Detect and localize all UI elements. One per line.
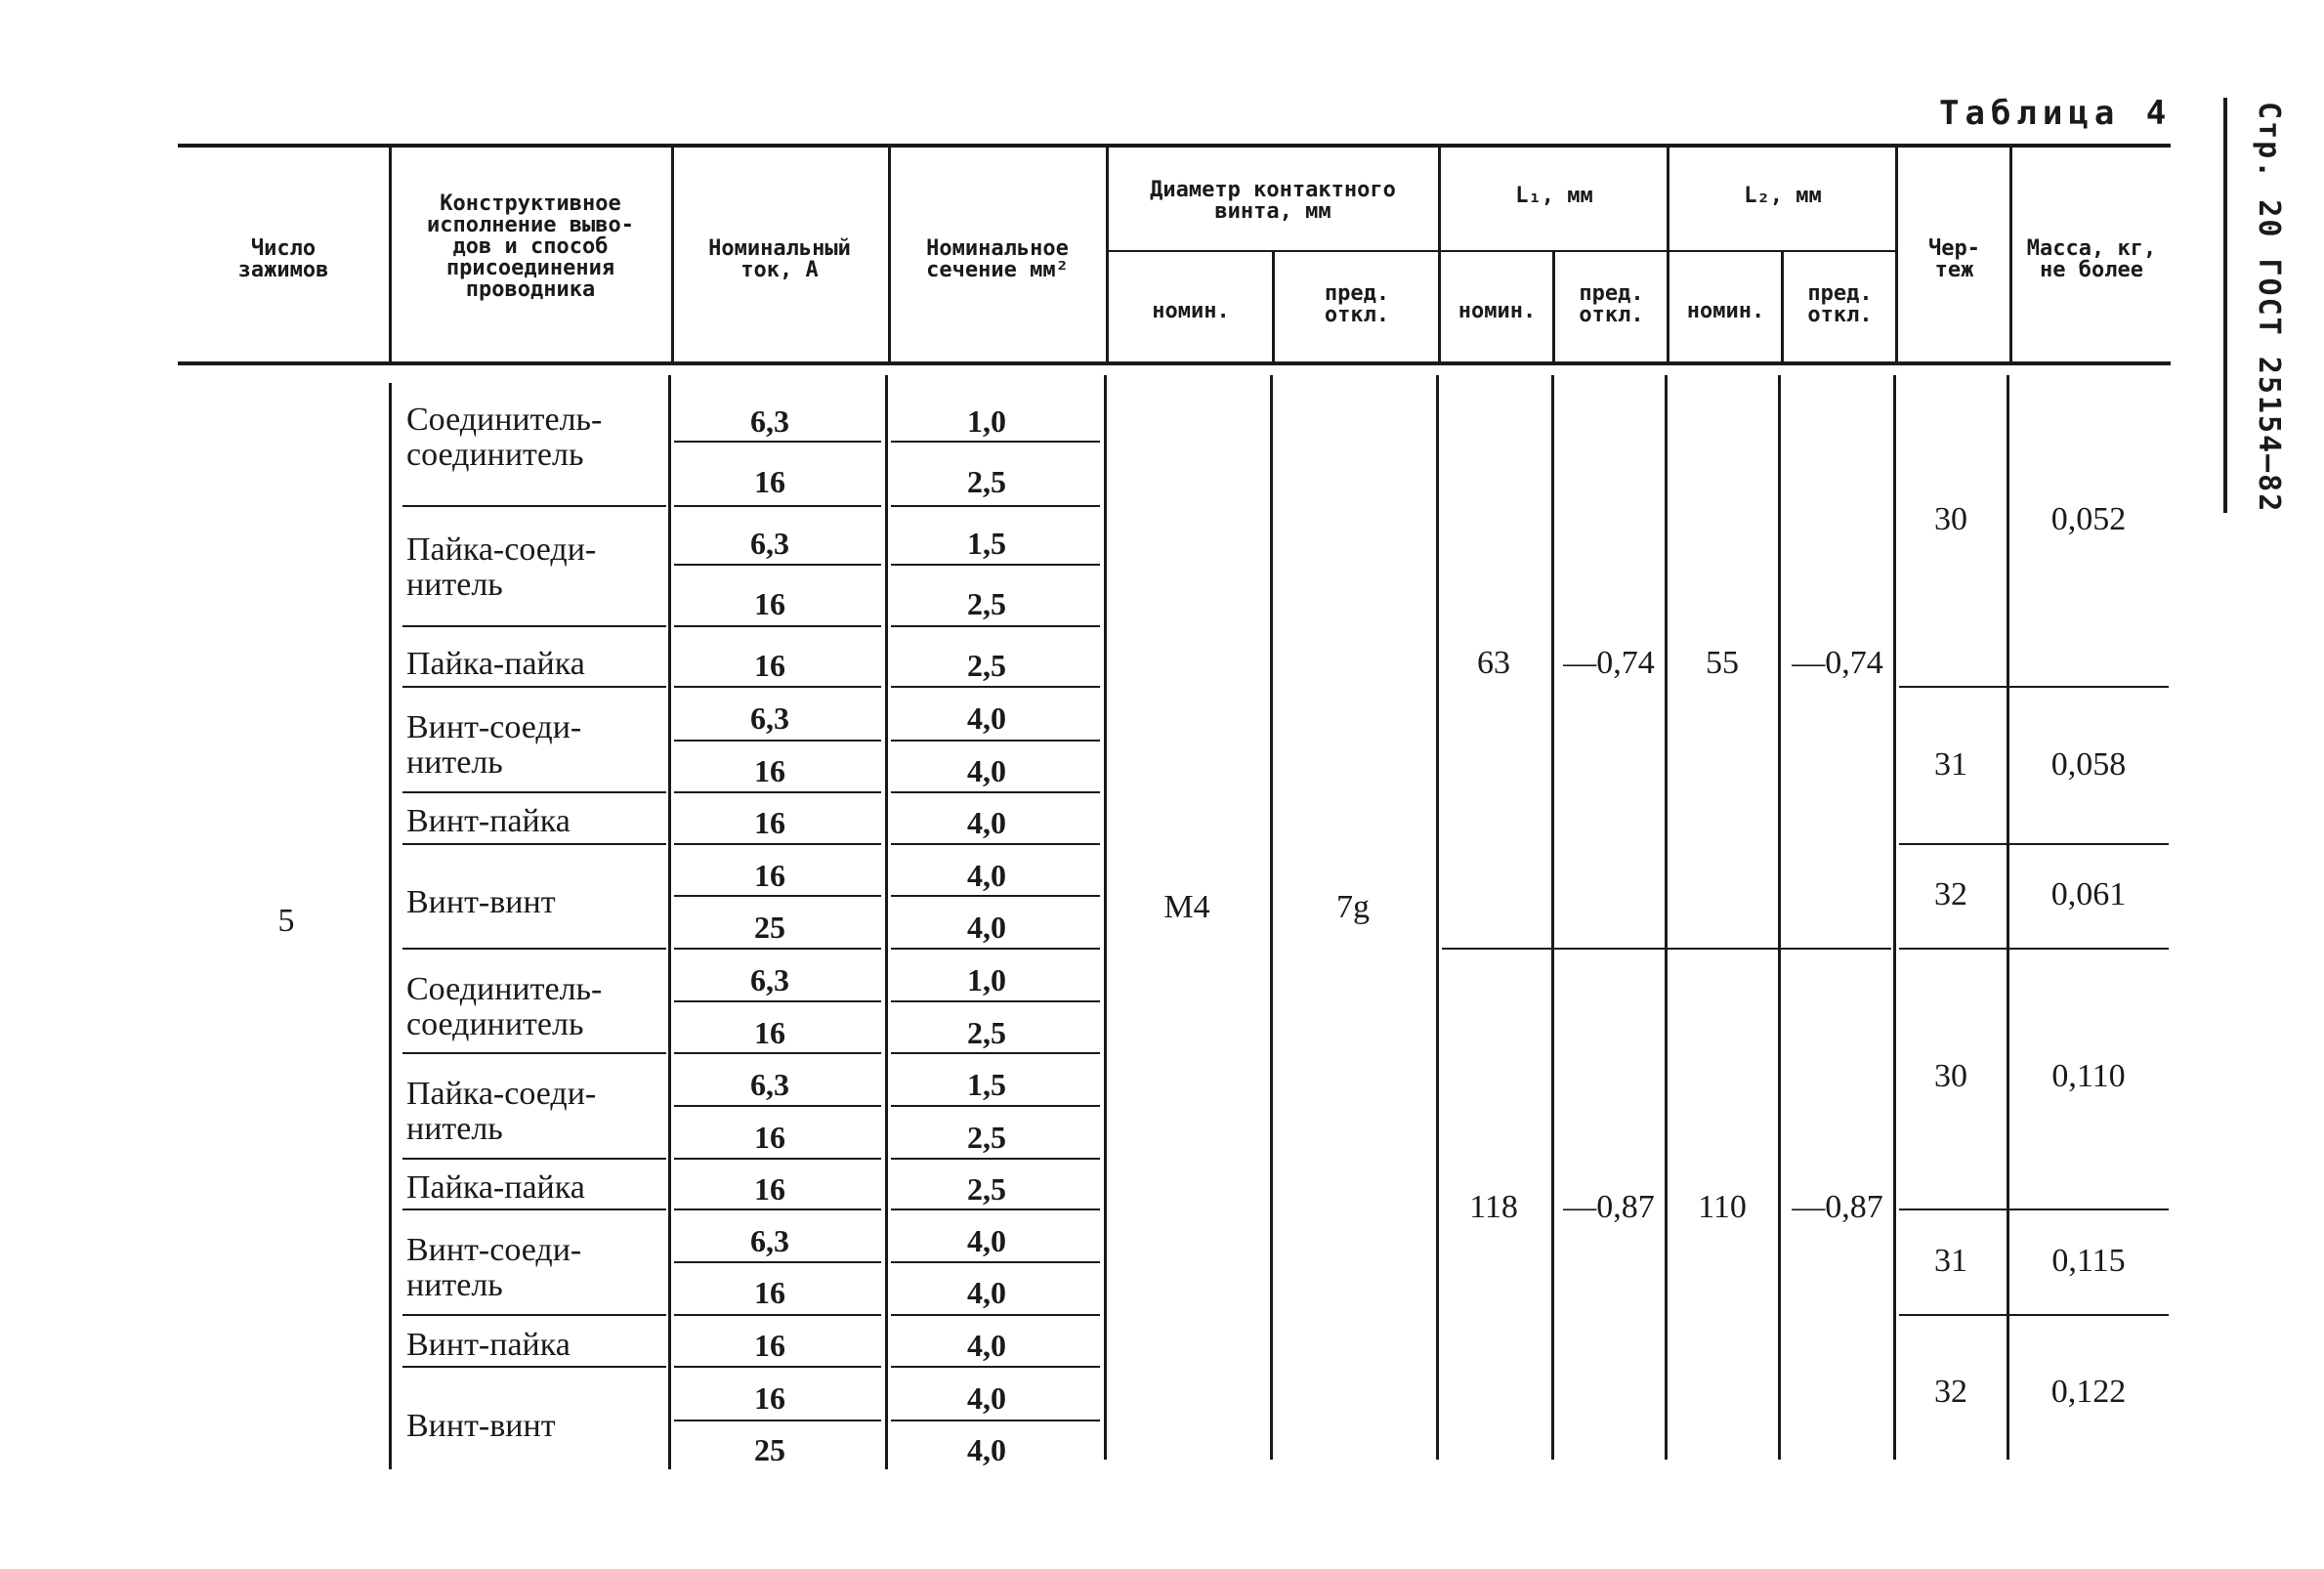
- header-l1-nomin: номин.: [1458, 299, 1537, 323]
- drawing-value: 32: [1934, 876, 1967, 912]
- design-label: Винт-соеди- нитель: [406, 1232, 582, 1303]
- drawing-value: 30: [1934, 1058, 1967, 1094]
- row-rule: [674, 948, 881, 950]
- design-label: Соединитель- соединитель: [406, 971, 603, 1042]
- row-rule: [891, 1209, 1100, 1210]
- row-rule: [674, 843, 881, 845]
- design-label: Пайка-соеди- нитель: [406, 1076, 597, 1147]
- header-diameter-nomin: номин.: [1152, 299, 1230, 323]
- section-value: 4,0: [967, 1380, 1006, 1416]
- header-l2-nomin: номин.: [1686, 299, 1765, 323]
- section-value: 4,0: [967, 1432, 1006, 1467]
- row-rule: [674, 625, 881, 627]
- row-rule: [674, 1209, 881, 1210]
- header-sub-rule: [1107, 250, 1896, 252]
- mass-value: 0,061: [2050, 876, 2127, 912]
- design-rule: [402, 843, 666, 845]
- design-rule: [402, 686, 666, 688]
- design-label: Винт-винт: [406, 884, 556, 920]
- body-col-line: [1778, 375, 1781, 1460]
- row-rule: [891, 441, 1100, 443]
- section-value: 2,5: [967, 1171, 1006, 1207]
- section-value: 2,5: [967, 464, 1006, 499]
- l-group-rule: [1442, 948, 1891, 950]
- drawing-rule: [1899, 1209, 2169, 1210]
- table-top-rule: [178, 144, 2171, 148]
- l2-nom-value: 55: [1706, 645, 1739, 681]
- design-rule: [402, 625, 666, 627]
- section-value: 4,0: [967, 1223, 1006, 1258]
- design-rule: [402, 1314, 666, 1316]
- drawing-rule: [1899, 843, 2169, 845]
- row-rule: [674, 1261, 881, 1263]
- row-rule: [891, 791, 1100, 793]
- current-value: 16: [754, 753, 785, 788]
- row-rule: [674, 1158, 881, 1160]
- row-rule: [891, 686, 1100, 688]
- current-value: 16: [754, 1275, 785, 1310]
- side-rule: [2223, 98, 2227, 513]
- mass-value: 0,115: [2051, 1243, 2126, 1279]
- header-mass: Масса, кг, не более: [2026, 236, 2157, 282]
- design-label: Соединитель- соединитель: [406, 402, 603, 473]
- section-value: 4,0: [967, 910, 1006, 945]
- section-value: 1,5: [967, 526, 1006, 561]
- current-value: 16: [754, 648, 785, 683]
- section-value: 4,0: [967, 700, 1006, 736]
- l1-tol-value: —0,87: [1563, 1189, 1655, 1225]
- drawing-value: 30: [1934, 501, 1967, 537]
- header-drawing: Чер- теж: [1928, 236, 1980, 282]
- header-current: Номинальный ток, А: [708, 236, 851, 282]
- header-col-line: [2009, 147, 2012, 361]
- mass-value: 0,110: [2051, 1058, 2126, 1094]
- drawing-rule: [1899, 948, 2169, 950]
- section-value: 2,5: [967, 648, 1006, 683]
- row-rule: [891, 1261, 1100, 1263]
- header-col-line: [1895, 147, 1898, 361]
- header-section: Номинальное сечение мм²: [926, 236, 1069, 282]
- row-rule: [891, 1366, 1100, 1368]
- current-value: 16: [754, 1015, 785, 1050]
- current-value: 25: [754, 910, 785, 945]
- section-value: 1,0: [967, 403, 1006, 439]
- body-col-line: [1893, 375, 1896, 1460]
- row-rule: [674, 1052, 881, 1054]
- body-col-line: [1436, 375, 1439, 1460]
- current-value: 6,3: [750, 403, 789, 439]
- current-value: 16: [754, 586, 785, 621]
- section-value: 4,0: [967, 1275, 1006, 1310]
- header-bottom-rule: [178, 361, 2171, 365]
- row-rule: [891, 1314, 1100, 1316]
- drawing-value: 31: [1934, 746, 1967, 783]
- design-label: Винт-соеди- нитель: [406, 709, 582, 781]
- design-rule: [402, 948, 666, 950]
- mass-value: 0,058: [2050, 746, 2127, 783]
- design-label: Пайка-соеди- нитель: [406, 531, 597, 603]
- row-rule: [891, 740, 1100, 742]
- row-rule: [891, 1000, 1100, 1002]
- section-value: 4,0: [967, 858, 1006, 893]
- row-rule: [674, 791, 881, 793]
- current-value: 6,3: [750, 700, 789, 736]
- current-value: 16: [754, 1328, 785, 1363]
- design-label: Винт-винт: [406, 1408, 556, 1444]
- current-value: 6,3: [750, 526, 789, 561]
- design-label: Пайка-пайка: [406, 1169, 585, 1206]
- table-title: Таблица 4: [1939, 94, 2173, 133]
- design-rule: [402, 1209, 666, 1210]
- row-rule: [891, 948, 1100, 950]
- body-col-line: [668, 375, 671, 1469]
- header-l2-tol: пред. откл.: [1807, 281, 1873, 327]
- header-col-line: [1781, 252, 1784, 361]
- current-value: 25: [754, 1432, 785, 1467]
- header-col-line: [1272, 252, 1275, 361]
- body-col-line: [2007, 375, 2009, 1460]
- row-rule: [891, 895, 1100, 897]
- row-rule: [891, 843, 1100, 845]
- current-value: 16: [754, 1120, 785, 1155]
- drawing-value: 32: [1934, 1374, 1967, 1410]
- row-rule: [891, 625, 1100, 627]
- section-value: 4,0: [967, 753, 1006, 788]
- header-l2: L₂, мм: [1744, 184, 1822, 208]
- header-l1: L₁, мм: [1515, 184, 1593, 208]
- current-value: 6,3: [750, 962, 789, 997]
- section-value: 2,5: [967, 1015, 1006, 1050]
- row-rule: [674, 505, 881, 507]
- row-rule: [674, 740, 881, 742]
- row-rule: [674, 1105, 881, 1107]
- body-col-line: [1551, 375, 1554, 1460]
- drawing-rule: [1899, 1314, 2169, 1316]
- body-col-line: [1270, 375, 1273, 1460]
- row-rule: [891, 564, 1100, 566]
- header-col-line: [1438, 147, 1441, 361]
- page-side-label: Стр. 20 ГОСТ 25154—82: [2252, 102, 2286, 514]
- row-rule: [674, 1420, 881, 1421]
- mass-value: 0,122: [2050, 1374, 2127, 1410]
- design-rule: [402, 1366, 666, 1368]
- design-label: Винт-пайка: [406, 803, 570, 839]
- diameter-nom-value: M4: [1163, 889, 1210, 925]
- l1-tol-value: —0,74: [1563, 645, 1655, 681]
- body-col-line: [885, 375, 888, 1469]
- current-value: 16: [754, 858, 785, 893]
- body-col-line: [1104, 375, 1107, 1460]
- row-rule: [891, 505, 1100, 507]
- diameter-tol-value: 7g: [1336, 889, 1370, 925]
- section-value: 2,5: [967, 1120, 1006, 1155]
- current-value: 16: [754, 805, 785, 840]
- section-value: 2,5: [967, 586, 1006, 621]
- row-rule: [891, 1105, 1100, 1107]
- design-label: Пайка-пайка: [406, 646, 585, 682]
- l2-tol-value: —0,74: [1792, 645, 1883, 681]
- l2-nom-value: 110: [1698, 1189, 1747, 1225]
- row-rule: [674, 1314, 881, 1316]
- row-rule: [674, 686, 881, 688]
- design-label: Винт-пайка: [406, 1327, 570, 1363]
- drawing-value: 31: [1934, 1243, 1967, 1279]
- row-rule: [674, 564, 881, 566]
- section-value: 1,0: [967, 962, 1006, 997]
- row-rule: [891, 1420, 1100, 1421]
- section-value: 1,5: [967, 1067, 1006, 1102]
- l1-nom-value: 118: [1469, 1189, 1518, 1225]
- current-value: 16: [754, 464, 785, 499]
- current-value: 16: [754, 1380, 785, 1416]
- design-rule: [402, 1052, 666, 1054]
- body-col-line: [1665, 375, 1668, 1460]
- body-col-line: [389, 383, 392, 1469]
- section-value: 4,0: [967, 805, 1006, 840]
- clamps-value: 5: [277, 903, 295, 939]
- row-rule: [674, 441, 881, 443]
- header-col-line: [1552, 252, 1555, 361]
- header-clamps: Число зажимов: [237, 236, 329, 282]
- l2-tol-value: —0,87: [1792, 1189, 1883, 1225]
- row-rule: [674, 1366, 881, 1368]
- header-col-line: [1667, 147, 1669, 361]
- design-rule: [402, 1158, 666, 1160]
- current-value: 6,3: [750, 1067, 789, 1102]
- header-diameter-tol: пред. откл.: [1324, 281, 1390, 327]
- row-rule: [891, 1158, 1100, 1160]
- l1-nom-value: 63: [1477, 645, 1510, 681]
- header-l1-tol: пред. откл.: [1579, 281, 1644, 327]
- header-design: Конструктивное исполнение выво- дов и способ присоединения проводника: [427, 191, 634, 302]
- current-value: 16: [754, 1171, 785, 1207]
- drawing-rule: [1899, 686, 2169, 688]
- mass-value: 0,052: [2050, 501, 2127, 537]
- row-rule: [674, 895, 881, 897]
- row-rule: [891, 1052, 1100, 1054]
- design-rule: [402, 791, 666, 793]
- header-diameter: Диаметр контактного винта, мм: [1150, 178, 1396, 224]
- current-value: 6,3: [750, 1223, 789, 1258]
- section-value: 4,0: [967, 1328, 1006, 1363]
- design-rule: [402, 505, 666, 507]
- header-col-line: [1106, 147, 1109, 361]
- row-rule: [674, 1000, 881, 1002]
- header-col-line: [389, 147, 392, 361]
